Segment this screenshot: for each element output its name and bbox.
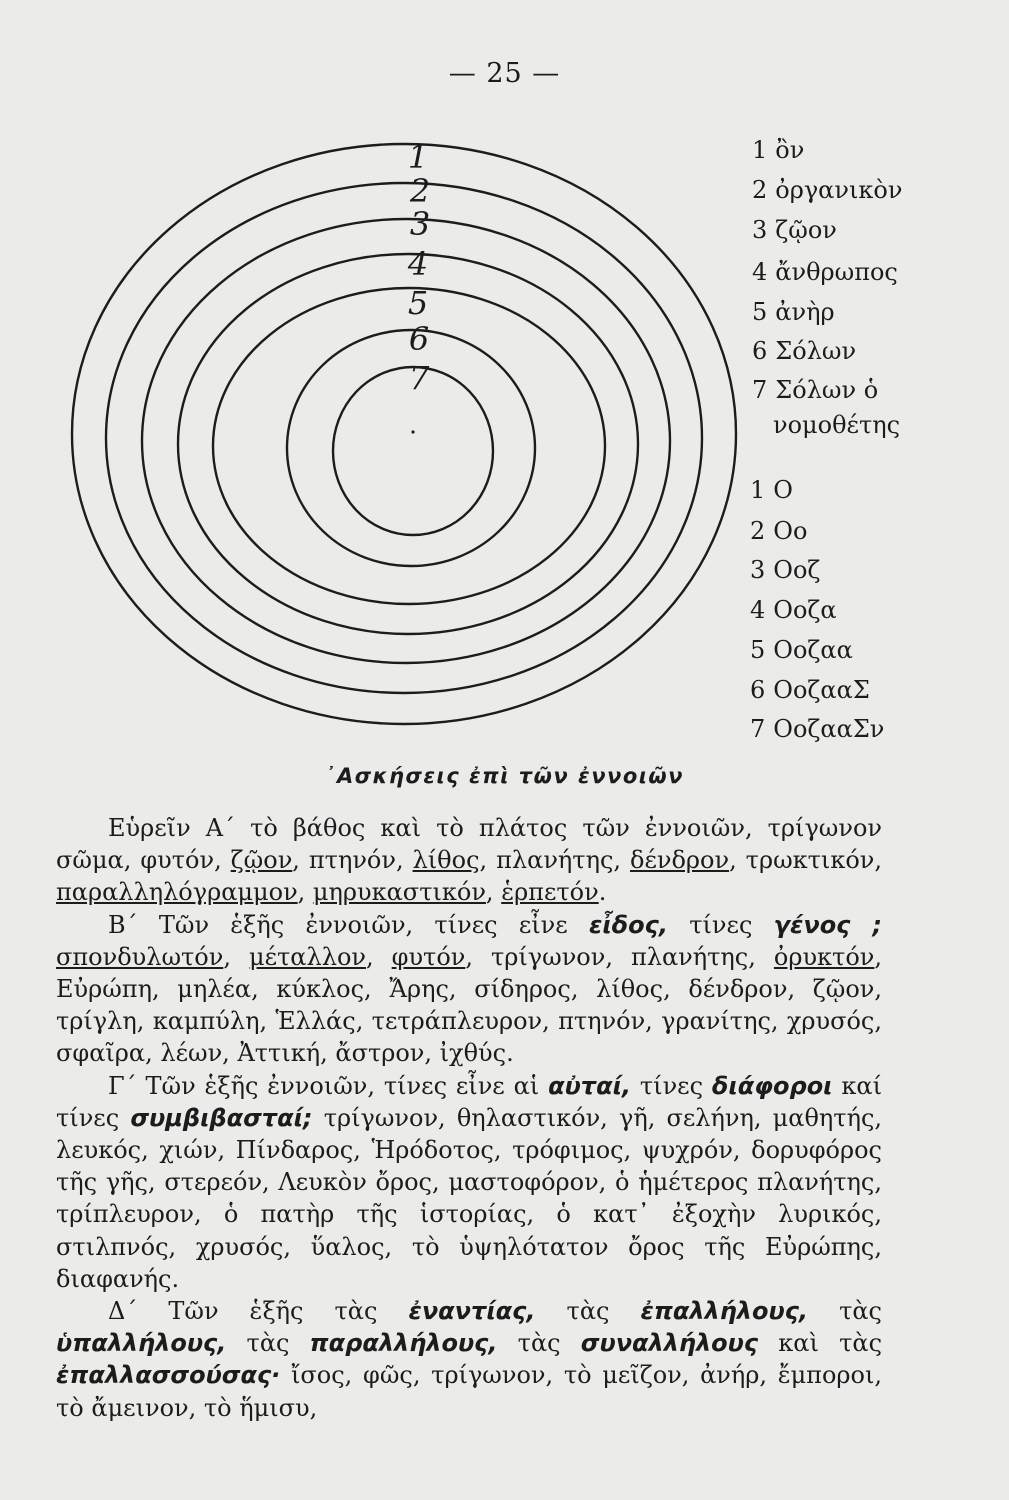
legend-symbol-item: 2 Oo bbox=[750, 517, 808, 545]
ring-label-3: 3 bbox=[409, 205, 431, 243]
legend-symbol-item: 3 Ooζ bbox=[750, 556, 821, 584]
legend-concept-continuation: νομοθέτης bbox=[773, 411, 901, 439]
exercises-heading: ᾿Ασκήσεις ἐπὶ τῶν ἐννοιῶν bbox=[325, 764, 684, 788]
center-dot bbox=[411, 430, 414, 433]
ring-label-5: 5 bbox=[407, 284, 429, 322]
ring-label-7: 7 bbox=[408, 359, 430, 397]
legend-symbol-item: 5 Ooζαα bbox=[750, 636, 853, 664]
exercise-a: Εὑρεῖν Α΄ τὸ βάθος καὶ τὸ πλάτος τῶν ἐννοιῶν, τρίγωνον σῶμα, φυτόν, ζῷον, πτηνόν, λίθος, πλανήτης, δένδρον, τρωκτικόν, παραλληλόγραμμον, μηρυκαστικόν, ἑρπετόν. bbox=[56, 814, 882, 907]
exercise-b: Β΄ Τῶν ἑξῆς ἐννοιῶν, τίνες εἶνε εἶδος, τίνες γένος ; σπονδυλωτόν, μέταλλον, φυτόν, τρίγωνον, πλανήτης, ὀρυκτόν, Εὐρώπη, μηλέα, κύκλος, Ἄρης, σίδηρος, λίθος, δένδρον, ζῷον, τρίγλη, καμπύλη, Ἑλλάς, τετράπλευρον, πτηνόν, γρανίτης, χρυσός, σφαῖρα, λέων, Ἀττική, ἄστρον, ἰχθύς. bbox=[56, 910, 883, 1068]
legend-concept-item: 5 ἀνὴρ bbox=[752, 298, 835, 326]
legend-concept-item: 1 ὂν bbox=[752, 136, 805, 164]
ring-label-2: 2 bbox=[409, 172, 431, 210]
legend-symbol-item: 6 OoζααΣ bbox=[750, 676, 870, 704]
legend-symbol-item: 4 Ooζα bbox=[750, 596, 837, 624]
circle-ring-2 bbox=[106, 183, 702, 693]
legend-concept-item: 3 ζῷον bbox=[752, 216, 837, 244]
exercises-body bbox=[56, 812, 882, 1424]
legend-concept-item: 6 Σόλων bbox=[752, 337, 857, 365]
ring-label-4: 4 bbox=[407, 245, 429, 283]
circle-ring-3 bbox=[142, 219, 670, 663]
ring-label-1: 1 bbox=[407, 138, 429, 176]
legend-concept-item: 7 Σόλων ὁ bbox=[752, 376, 879, 404]
legend-concept-item: 2 ὀργανικὸν bbox=[752, 176, 903, 204]
exercise-d: Δ΄ Τῶν ἑξῆς τὰς ἐναντίας, τὰς ἐπαλλήλους, τὰς ὑπαλλήλους, τὰς παραλλήλους, τὰς συναλλήλους καὶ τὰς ἐπαλλασσούσας· ἴσος, φῶς, τρίγωνον, τὸ μεῖζον, ἀνήρ, ἔμποροι, τὸ ἄμεινον, τὸ ἥμισυ, bbox=[56, 1297, 883, 1422]
exercise-c: Γ΄ Τῶν ἑξῆς ἐννοιῶν, τίνες εἶνε αἱ αὐταί, τίνες διάφοροι καί τίνες συμβιβασταί; τρίγωνον, θηλαστικόν, γῆ, σελήνη, μαθητής, λευκός, χιών, Πίνδαρος, Ἡρόδοτος, τρόφιμος, ψυχρόν, δορυφόρος τῆς γῆς, στερεόν, Λευκὸν ὄρος, μαστοφόρον, ὁ ἡμέτερος πλανήτης, τρίπλευρον, ὁ πατὴρ τῆς ἱστορίας, ὁ κατ᾽ ἐξοχὴν λυρικός, στιλπνός, χρυσός, ὕαλος, τὸ ὑψηλότατον ὄρος τῆς Εὐρώπης, διαφανής. bbox=[56, 1071, 883, 1293]
ring-label-6: 6 bbox=[408, 320, 430, 358]
legend-symbol-item: 1 O bbox=[750, 476, 793, 504]
legend-concept-item: 4 ἄνθρωπος bbox=[752, 258, 898, 286]
legend-symbol-item: 7 OoζααΣν bbox=[750, 715, 885, 743]
page-number: — 25 — bbox=[448, 58, 561, 89]
circle-ring-1 bbox=[72, 144, 736, 724]
